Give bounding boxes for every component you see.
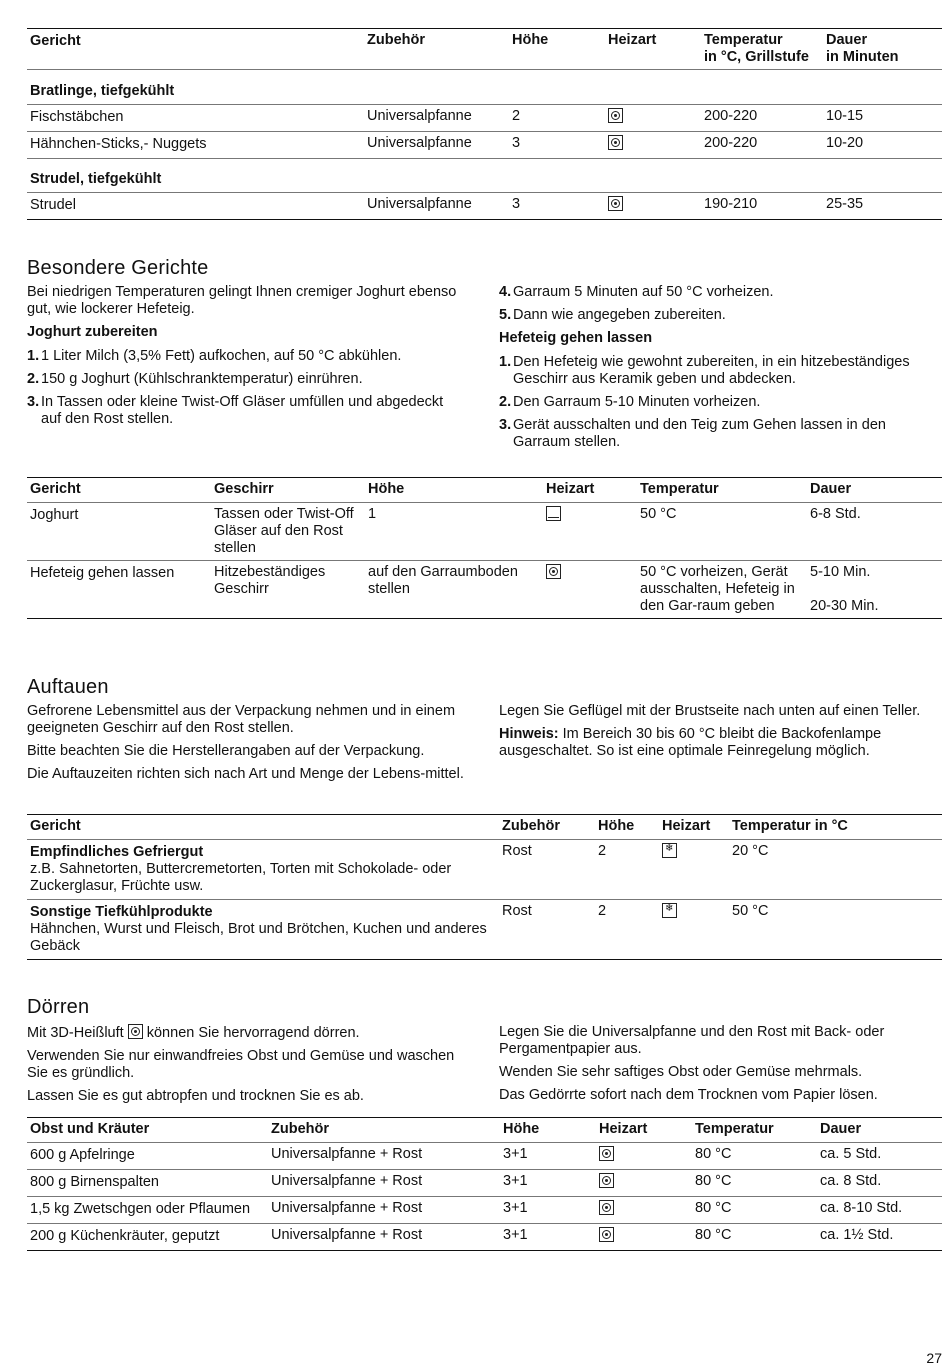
accessory-cell: Universalpfanne + Rost [271, 1227, 423, 1243]
drying-table [27, 1117, 942, 1251]
list-item: 1. Den Hefeteig wie gewohnt zubereiten, in ein hitzebeständiges Geschirr aus Keramik geben und abdecken. [499, 354, 910, 387]
time-cell: 10-15 [826, 108, 864, 124]
dry-paragraph: Legen Sie die Universalpfanne und den Rost mit Back- oder Pergamentpapier aus. [499, 1024, 885, 1057]
time-cell: ca. 8-10 Std. [820, 1200, 903, 1216]
dish-cell: Joghurt [30, 507, 79, 523]
table-row [27, 193, 942, 220]
temp-cell: 50 °C [640, 506, 677, 522]
time-cell: ca. 1½ Std. [820, 1227, 894, 1243]
list-item: 2. 150 g Joghurt (Kühlschranktemperatur) einrühren. [27, 371, 363, 387]
heating-cell [605, 105, 701, 132]
level-cell: 3 [512, 135, 521, 151]
col-header: Temperatur [695, 1121, 774, 1137]
defrost-icon [662, 903, 677, 918]
step-text: Garraum 5 Minuten auf 50 °C vorheizen. [513, 284, 774, 300]
heating-cell [543, 503, 637, 561]
time-cell [807, 561, 942, 619]
heating-cell [596, 1143, 692, 1170]
col-header: Heizart [599, 1121, 648, 1137]
3d-hot-air-icon [608, 196, 623, 211]
dish-cell: Fischstäbchen [30, 109, 124, 125]
heating-cell [596, 1170, 692, 1197]
accessory-cell: Universalpfanne [367, 135, 472, 151]
3d-hot-air-icon [599, 1173, 614, 1188]
step-text: In Tassen oder kleine Twist-Off Gläser umfüllen und abgedeckt auf den Rost stellen. [41, 394, 444, 427]
section-heading-special: Besondere Gerichte [27, 257, 209, 279]
item-cell: 800 g Birnenspalten [30, 1174, 159, 1190]
dry-text: Mit 3D-Heißluft [27, 1025, 124, 1041]
3d-hot-air-icon [128, 1024, 143, 1039]
col-header: Temperatur [640, 481, 719, 497]
level-cell: 2 [598, 843, 607, 859]
temp-cell: 20 °C [732, 843, 769, 859]
list-item: 2. Den Garraum 5-10 Minuten vorheizen. [499, 394, 761, 410]
level-cell: 3 [512, 196, 521, 212]
level-cell: 3+1 [503, 1227, 528, 1243]
3d-hot-air-icon [599, 1227, 614, 1242]
temp-cell: 80 °C [695, 1200, 732, 1216]
col-header: Temperatur in °C, Grillstufe [704, 32, 809, 65]
dish-cell: Strudel [30, 197, 76, 213]
special-intro: Bei niedrigen Temperaturen gelingt Ihnen cremiger Joghurt ebenso gut, wie lockerer Hefeteig. [27, 284, 457, 317]
dry-paragraph: Wenden Sie sehr saftiges Obst oder Gemüse mehrmals. [499, 1064, 863, 1080]
yogurt-steps-cont [499, 284, 939, 324]
col-header: Höhe [368, 481, 405, 497]
accessory-cell: Universalpfanne + Rost [271, 1200, 423, 1216]
accessory-cell: Rost [502, 903, 532, 919]
dry-paragraph: Lassen Sie es gut abtropfen und trocknen Sie es ab. [27, 1088, 364, 1104]
section-heading-thaw: Auftauen [27, 676, 109, 698]
section-heading-dry: Dörren [27, 996, 90, 1018]
table-row [27, 105, 942, 132]
list-item: 4. Garraum 5 Minuten auf 50 °C vorheizen. [499, 284, 774, 300]
heating-cell [605, 132, 701, 159]
section-title: Strudel, tiefgekühlt [30, 171, 162, 187]
table-row [27, 840, 942, 900]
temp-cell: 80 °C [695, 1227, 732, 1243]
heating-cell [659, 840, 729, 900]
col-header: Heizart [608, 32, 657, 48]
dishware-cell: Tassen oder Twist-Off Gläser auf den Rost stellen [214, 506, 354, 556]
time-cell: ca. 5 Std. [820, 1146, 882, 1162]
dish-title: Empfindliches Gefriergut [30, 844, 204, 860]
temp-cell: 190-210 [704, 196, 758, 212]
page-number: 27 [926, 1350, 942, 1366]
note-text: Im Bereich 30 bis 60 °C bleibt die Backofenlampe ausgeschaltet. So ist eine optimale Feinregelung möglich. [499, 726, 882, 759]
time-cell: 10-20 [826, 135, 864, 151]
col-header: Dauer in Minuten [826, 32, 899, 65]
time-value: 20-30 Min. [810, 598, 879, 614]
col-header: Dauer [820, 1121, 862, 1137]
defrost-icon [662, 843, 677, 858]
level-cell: auf den Garraumboden stellen [368, 564, 518, 597]
col-header: Höhe [598, 818, 635, 834]
accessory-cell: Universalpfanne [367, 108, 472, 124]
heating-cell [659, 900, 729, 960]
heating-cell [543, 561, 637, 619]
3d-hot-air-icon [599, 1146, 614, 1161]
col-header: Gericht [30, 818, 81, 834]
thaw-left-column [27, 703, 467, 789]
special-left-column [27, 284, 467, 434]
col-header: Zubehör [271, 1121, 329, 1137]
note-label: Hinweis: [499, 726, 559, 742]
table-row [27, 1197, 942, 1224]
dishware-cell: Hitzebeständiges Geschirr [214, 564, 326, 597]
dish-cell: Hähnchen-Sticks,- Nuggets [30, 136, 207, 152]
step-text: Dann wie angegeben zubereiten. [513, 307, 726, 323]
dry-text: können Sie hervorragend dörren. [142, 1025, 360, 1041]
list-item: 3. Gerät ausschalten und den Teig zum Gehen lassen in den Garraum stellen. [499, 417, 886, 450]
dish-cell [27, 840, 499, 900]
table-header-row [27, 478, 942, 503]
temp-cell: 50 °C vorheizen, Gerät ausschalten, Hefeteig in den Gar-raum geben [640, 564, 795, 614]
thaw-right-column [499, 703, 939, 766]
accessory-cell: Universalpfanne + Rost [271, 1173, 423, 1189]
section-row [27, 70, 942, 105]
step-text: 1 Liter Milch (3,5% Fett) aufkochen, auf 50 °C abkühlen. [41, 348, 402, 364]
list-item: 1. 1 Liter Milch (3,5% Fett) aufkochen, auf 50 °C abkühlen. [27, 348, 402, 364]
time-cell: 25-35 [826, 196, 864, 212]
table-row [27, 900, 942, 960]
col-header: Heizart [662, 818, 711, 834]
heating-cell [596, 1197, 692, 1224]
level-cell: 3+1 [503, 1200, 528, 1216]
3d-hot-air-icon [608, 108, 623, 123]
dish-title: Sonstige Tiefkühlprodukte [30, 904, 213, 920]
temp-cell: 200-220 [704, 135, 758, 151]
dish-cell [27, 900, 499, 960]
special-right-column [499, 284, 939, 457]
list-item: 5. Dann wie angegeben zubereiten. [499, 307, 726, 323]
time-cell: 6-8 Std. [810, 506, 861, 522]
col-header: Zubehör [367, 32, 425, 48]
thaw-table [27, 814, 942, 960]
item-cell: 1,5 kg Zwetschgen oder Pflaumen [30, 1201, 251, 1217]
accessory-cell: Rost [502, 843, 532, 859]
table-row [27, 132, 942, 159]
level-cell: 3+1 [503, 1146, 528, 1162]
dish-desc: Hähnchen, Wurst und Fleisch, Brot und Brötchen, Kuchen und anderes Gebäck [30, 921, 487, 954]
col-header: Gericht [30, 33, 81, 49]
temp-cell: 200-220 [704, 108, 758, 124]
thaw-paragraph: Bitte beachten Sie die Herstellerangaben auf der Verpackung. [27, 743, 425, 759]
step-text: 150 g Joghurt (Kühlschranktemperatur) einrühren. [41, 371, 363, 387]
3d-hot-air-icon [599, 1200, 614, 1215]
dough-title: Hefeteig gehen lassen [499, 330, 653, 346]
3d-hot-air-icon [546, 564, 561, 579]
thaw-paragraph: Die Auftauzeiten richten sich nach Art und Menge der Lebens-mittel. [27, 766, 464, 782]
dish-desc: z.B. Sahnetorten, Buttercremetorten, Torten mit Schokolade- oder Zuckerglasur, Früchte usw. [30, 861, 452, 894]
table-row [27, 561, 942, 619]
dry-paragraph: Verwenden Sie nur einwandfreies Obst und Gemüse und waschen Sie es gründlich. [27, 1048, 455, 1081]
bottom-heat-icon [546, 506, 561, 521]
col-header: Dauer [810, 481, 852, 497]
table-row [27, 1224, 942, 1251]
thaw-paragraph: Gefrorene Lebensmittel aus der Verpackung nehmen und in einem geeigneten Geschirr auf den Rost stellen. [27, 703, 456, 736]
level-cell: 2 [598, 903, 607, 919]
step-text: Gerät ausschalten und den Teig zum Gehen lassen in den Garraum stellen. [513, 417, 886, 450]
dry-paragraph: Das Gedörrte sofort nach dem Trocknen vom Papier lösen. [499, 1087, 878, 1103]
item-cell: 200 g Küchenkräuter, geputzt [30, 1228, 220, 1244]
yogurt-title: Joghurt zubereiten [27, 324, 158, 340]
table-row [27, 1143, 942, 1170]
temp-cell: 80 °C [695, 1173, 732, 1189]
table-header-row [27, 1118, 942, 1143]
col-header: Höhe [503, 1121, 540, 1137]
col-header: Gericht [30, 481, 81, 497]
special-dishes-table [27, 477, 942, 619]
table-header-row [27, 29, 942, 70]
level-cell: 3+1 [503, 1173, 528, 1189]
col-header: Obst und Kräuter [30, 1121, 150, 1137]
section-row [27, 159, 942, 193]
col-header: Höhe [512, 32, 549, 48]
dry-paragraph [27, 1024, 467, 1042]
col-header: Temperatur in °C [732, 818, 848, 834]
dry-right-column [499, 1024, 939, 1110]
thaw-note [499, 726, 939, 760]
heating-cell [596, 1224, 692, 1251]
frozen-food-table [27, 28, 942, 220]
table-row [27, 1170, 942, 1197]
temp-cell: 50 °C [732, 903, 769, 919]
dish-cell: Hefeteig gehen lassen [30, 565, 175, 581]
time-cell: ca. 8 Std. [820, 1173, 882, 1189]
accessory-cell: Universalpfanne + Rost [271, 1146, 423, 1162]
table-header-row [27, 815, 942, 840]
col-header: Zubehör [502, 818, 560, 834]
time-value: 5-10 Min. [810, 564, 871, 580]
col-header: Heizart [546, 481, 595, 497]
temp-cell: 80 °C [695, 1146, 732, 1162]
accessory-cell: Universalpfanne [367, 196, 472, 212]
level-cell: 2 [512, 108, 521, 124]
3d-hot-air-icon [608, 135, 623, 150]
level-cell: 1 [368, 506, 377, 522]
step-text: Den Hefeteig wie gewohnt zubereiten, in ein hitzebeständiges Geschirr aus Keramik geben und abdecken. [513, 354, 910, 387]
list-item: 3. In Tassen oder kleine Twist-Off Gläser umfüllen und abgedeckt auf den Rost stellen. [27, 394, 444, 427]
dry-left-column [27, 1024, 467, 1111]
step-text: Den Garraum 5-10 Minuten vorheizen. [513, 394, 761, 410]
col-header: Geschirr [214, 481, 274, 497]
item-cell: 600 g Apfelringe [30, 1147, 135, 1163]
section-title: Bratlinge, tiefgekühlt [30, 83, 175, 99]
heating-cell [605, 193, 701, 220]
thaw-paragraph: Legen Sie Geflügel mit der Brustseite nach unten auf einen Teller. [499, 703, 921, 719]
dough-steps [499, 354, 939, 451]
yogurt-steps [27, 348, 467, 428]
table-row [27, 503, 942, 561]
